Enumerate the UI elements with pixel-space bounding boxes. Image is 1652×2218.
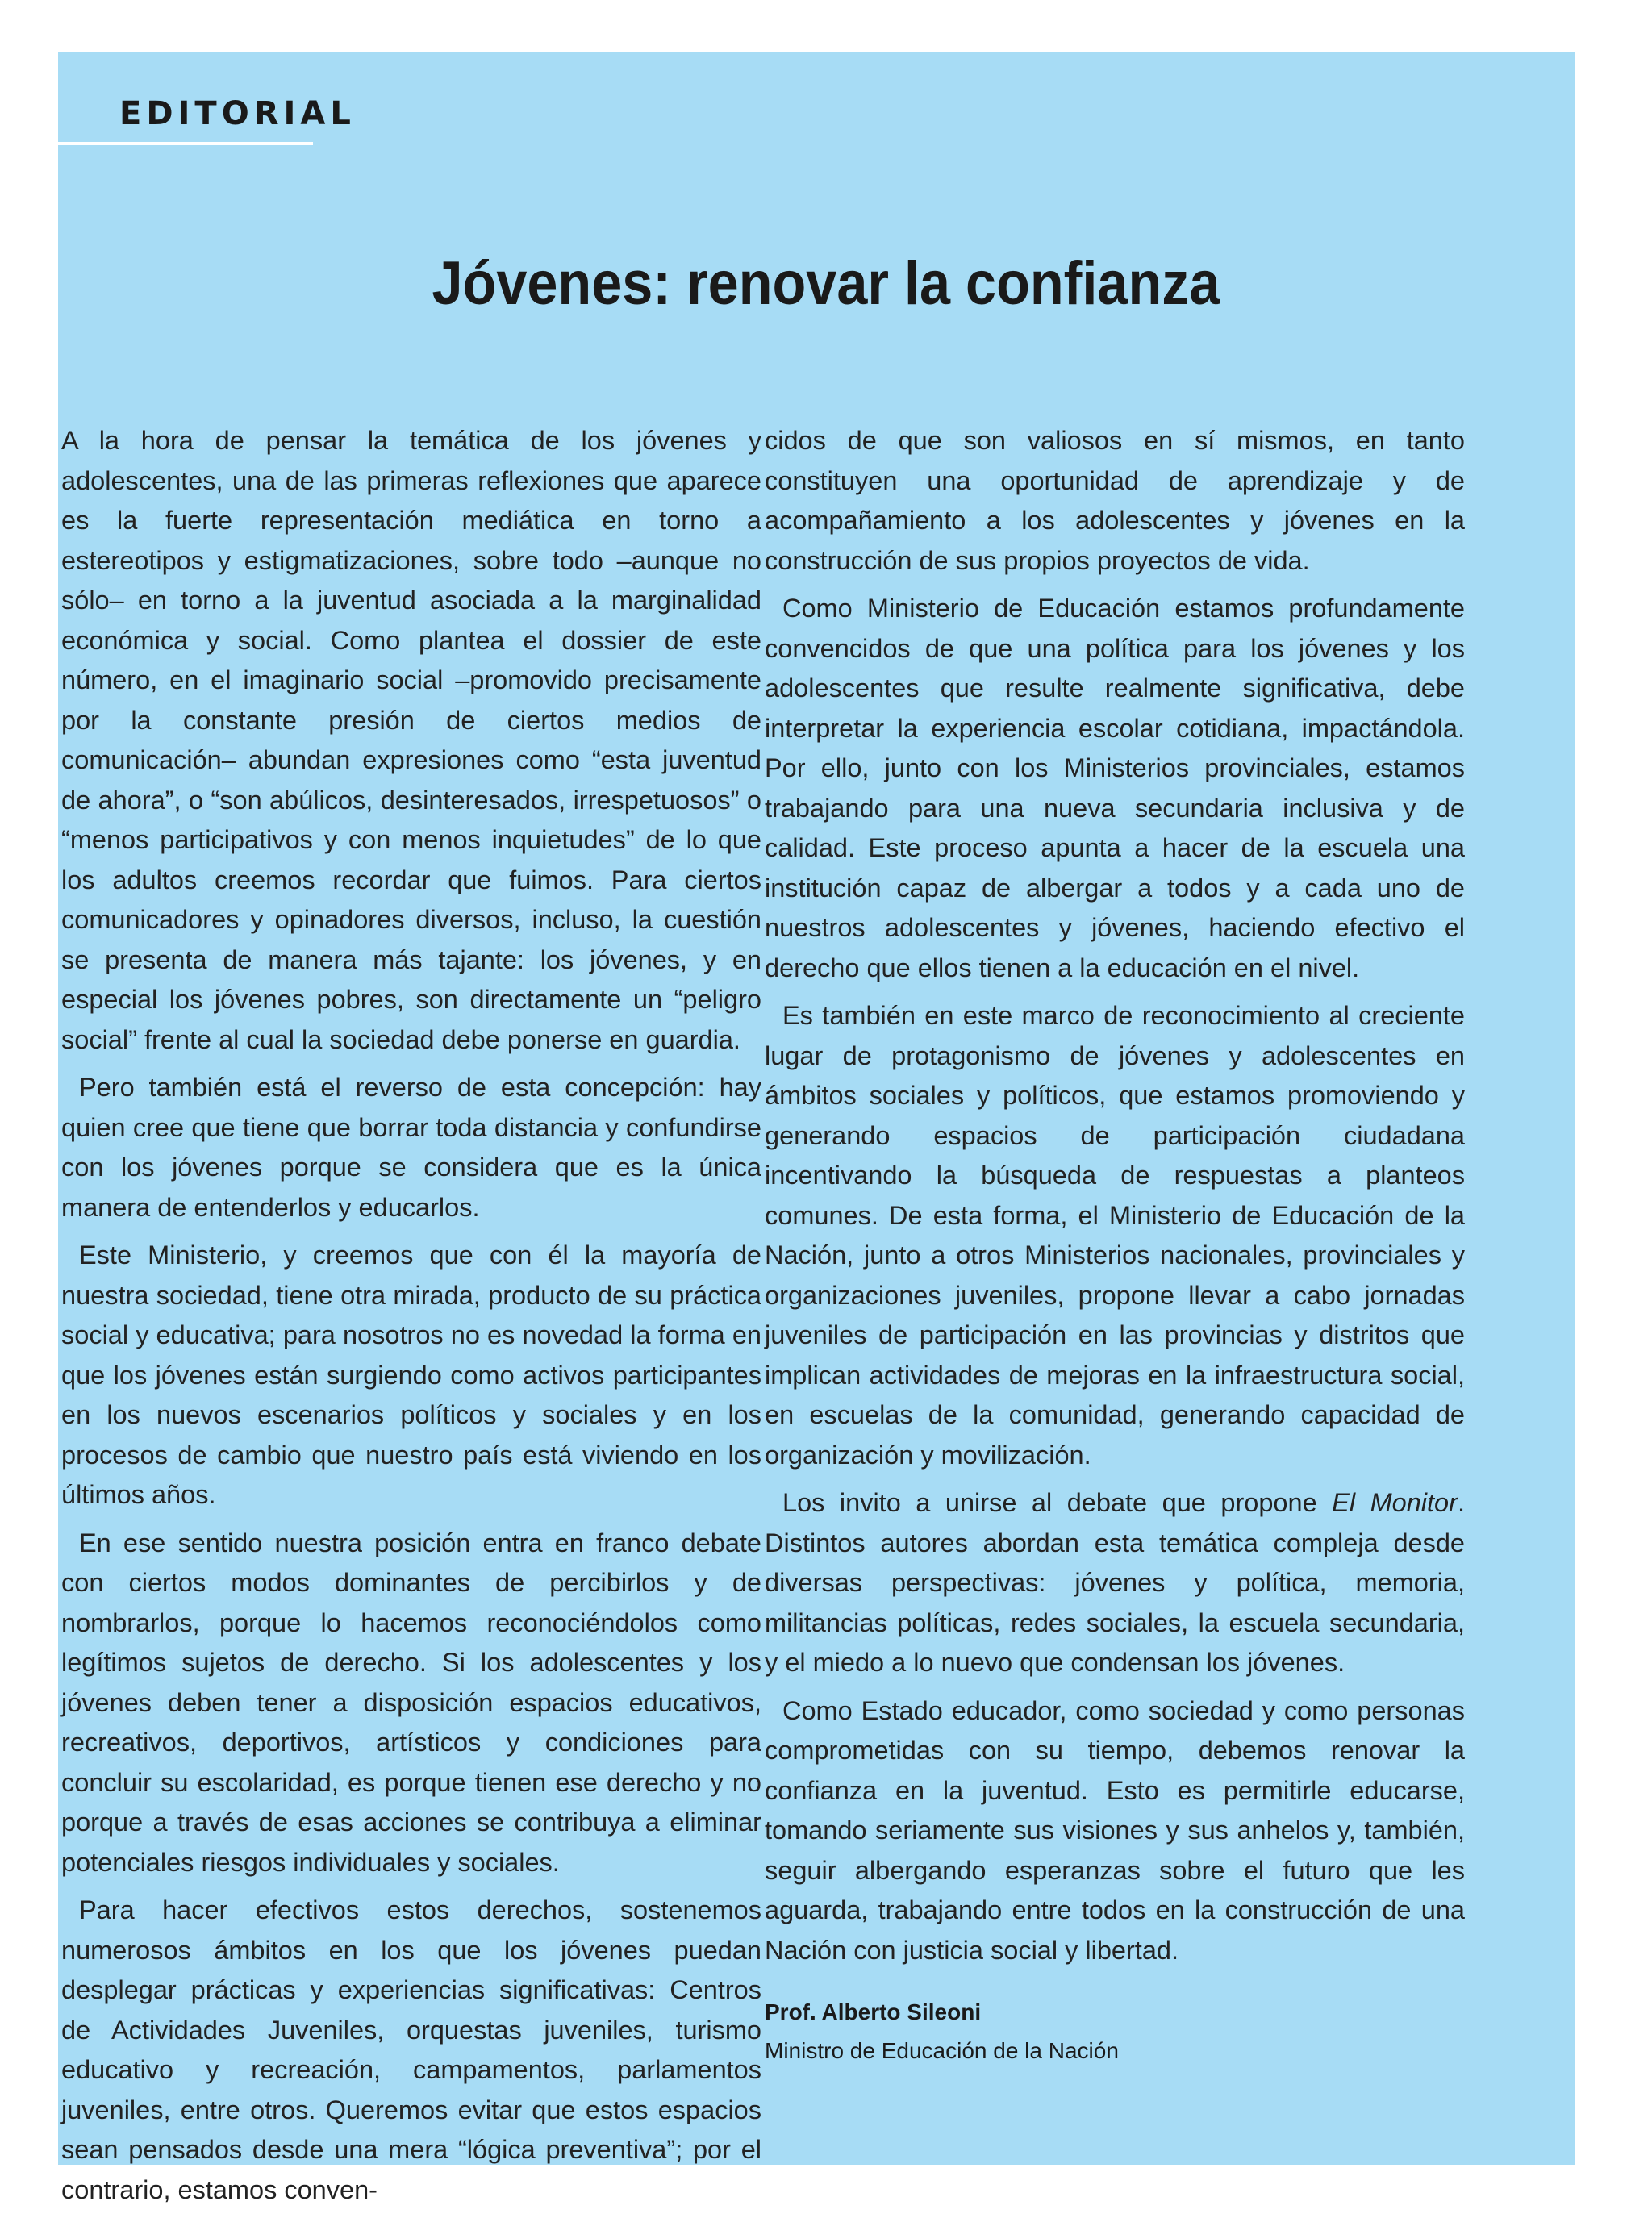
paragraph: Pero también está el reverso de esta concepción: hay quien cree que tiene que borrar toda distancia y confundirse con los jóvenes porque se considera que es la única manera de entenderlos y educarlos. [61, 1073, 761, 1222]
signature-name: Prof. Alberto Sileoni [765, 1999, 982, 2024]
article-title: Jóvenes: renovar la confianza [432, 249, 1220, 318]
paragraph: A la hora de pensar la temática de los jóvenes y adolescentes, una de las primeras reflexiones que aparece es la fuerte representación mediática en torno a estereotipos y estigmatizaciones, sobre todo –aunque no sólo– en torno a la juventud asociada a la marginalidad económica y social. Como plantea el dossier de este número, en el imaginario social –promovido precisamente por la constante presión de ciertos medios de comunicación– abundan expresiones como “esta juventud de ahora”, o “son abúlicos, desinteresados, irrespetuosos” o “menos participativos y con menos inquietudes” de lo que los adultos creemos recordar que fuimos. Para ciertos comunicadores y opinadores diversos, incluso, la cuestión se presenta de manera más tajante: los jóvenes, y en especial los jóvenes pobres, son directamente un “peligro social” frente al cual la sociedad debe ponerse en guardia. [61, 426, 761, 1054]
article-column-right [765, 421, 1465, 2070]
paragraph: Como Ministerio de Educación estamos profundamente convencidos de que una política para los jóvenes y los adolescentes que resulte realmente significativa, debe interpretar la experiencia escolar cotidiana, impactándola. Por ello, junto con los Ministerios provinciales, estamos trabajando para una nueva secundaria inclusiva y de calidad. Este proceso apunta a hacer de la escuela una institución capaz de albergar a todos y a cada uno de nuestros adolescentes y jóvenes, haciendo efectivo el derecho que ellos tienen a la educación en el nivel. [765, 594, 1465, 982]
signature [765, 1993, 1465, 2070]
paragraph: Para hacer efectivos estos derechos, sostenemos numerosos ámbitos en los que los jóvenes puedan desplegar prácticas y experiencias significativas: Centros de Actividades Juveniles, orquestas juveniles, turismo educativo y recreación, campamentos, parlamentos juveniles, entre otros. Queremos evitar que estos espacios sean pensados desde una mera “lógica preventiva”; por el contrario, estamos conven- [61, 1895, 761, 2204]
paragraph: Este Ministerio, y creemos que con él la mayoría de nuestra sociedad, tiene otra mirada, producto de su práctica social y educativa; para nosotros no es novedad la forma en que los jóvenes están surgiendo como activos participantes en los nuevos escenarios políticos y sociales y en los procesos de cambio que nuestro país está viviendo en los últimos años. [61, 1240, 761, 1509]
section-label: EDITORIAL [119, 95, 356, 132]
paragraph-closing: Como Estado educador, como sociedad y como personas comprometidas con su tiempo, debemos renovar la confianza en la juventud. Esto es permitirle educarse, tomando seriamente sus visiones y sus anhelos y, también, seguir albergando esperanzas sobre el futuro que les aguarda, trabajando entre todos en la construcción de una Nación con justicia social y libertad. [765, 1695, 1465, 1965]
invite-text: Los invito a unirse al debate que propone [782, 1488, 1333, 1517]
paragraph: cidos de que son valiosos en sí mismos, en tanto constituyen una oportunidad de aprendizaje y de acompañamiento a los adolescentes y jóvenes en la construcción de sus propios proyectos de vida. [765, 426, 1465, 575]
signature-role: Ministro de Educación de la Nación [765, 2038, 1119, 2063]
invite-text: . Distintos autores abordan esta temática compleja desde diversas perspectivas: jóvenes y política, memoria, militancias políticas, redes sociales, la escuela secundaria, y el miedo a lo nuevo que condensan los jóvenes. [765, 1488, 1465, 1677]
article-column-left [61, 421, 761, 2218]
paragraph: Es también en este marco de reconocimiento al creciente lugar de protagonismo de jóvenes y adolescentes en ámbitos sociales y políticos, que estamos promoviendo y generando espacios de participación ciudadana incentivando la búsqueda de respuestas a planteos comunes. De esta forma, el Ministerio de Educación de la Nación, junto a otros Ministerios nacionales, provinciales y organizaciones juveniles, propone llevar a cabo jornadas juveniles de participación en las provincias y distritos que implican actividades de mejoras en la infraestructura social, en escuelas de la comunidad, generando capacidad de organización y movilización. [765, 1001, 1465, 1470]
section-underline [58, 142, 313, 145]
paragraph-invite [765, 1483, 1465, 1683]
publication-name: El Monitor [1332, 1488, 1458, 1517]
paragraph: En ese sentido nuestra posición entra en franco debate con ciertos modos dominantes de percibirlos y de nombrarlos, porque lo hacemos reconociéndolos como legítimos sujetos de derecho. Si los adolescentes y los jóvenes deben tener a disposición espacios educativos, recreativos, deportivos, artísticos y condiciones para concluir su escolaridad, es porque tienen ese derecho y no porque a través de esas acciones se contribuya a eliminar potenciales riesgos individuales y sociales. [61, 1528, 761, 1877]
